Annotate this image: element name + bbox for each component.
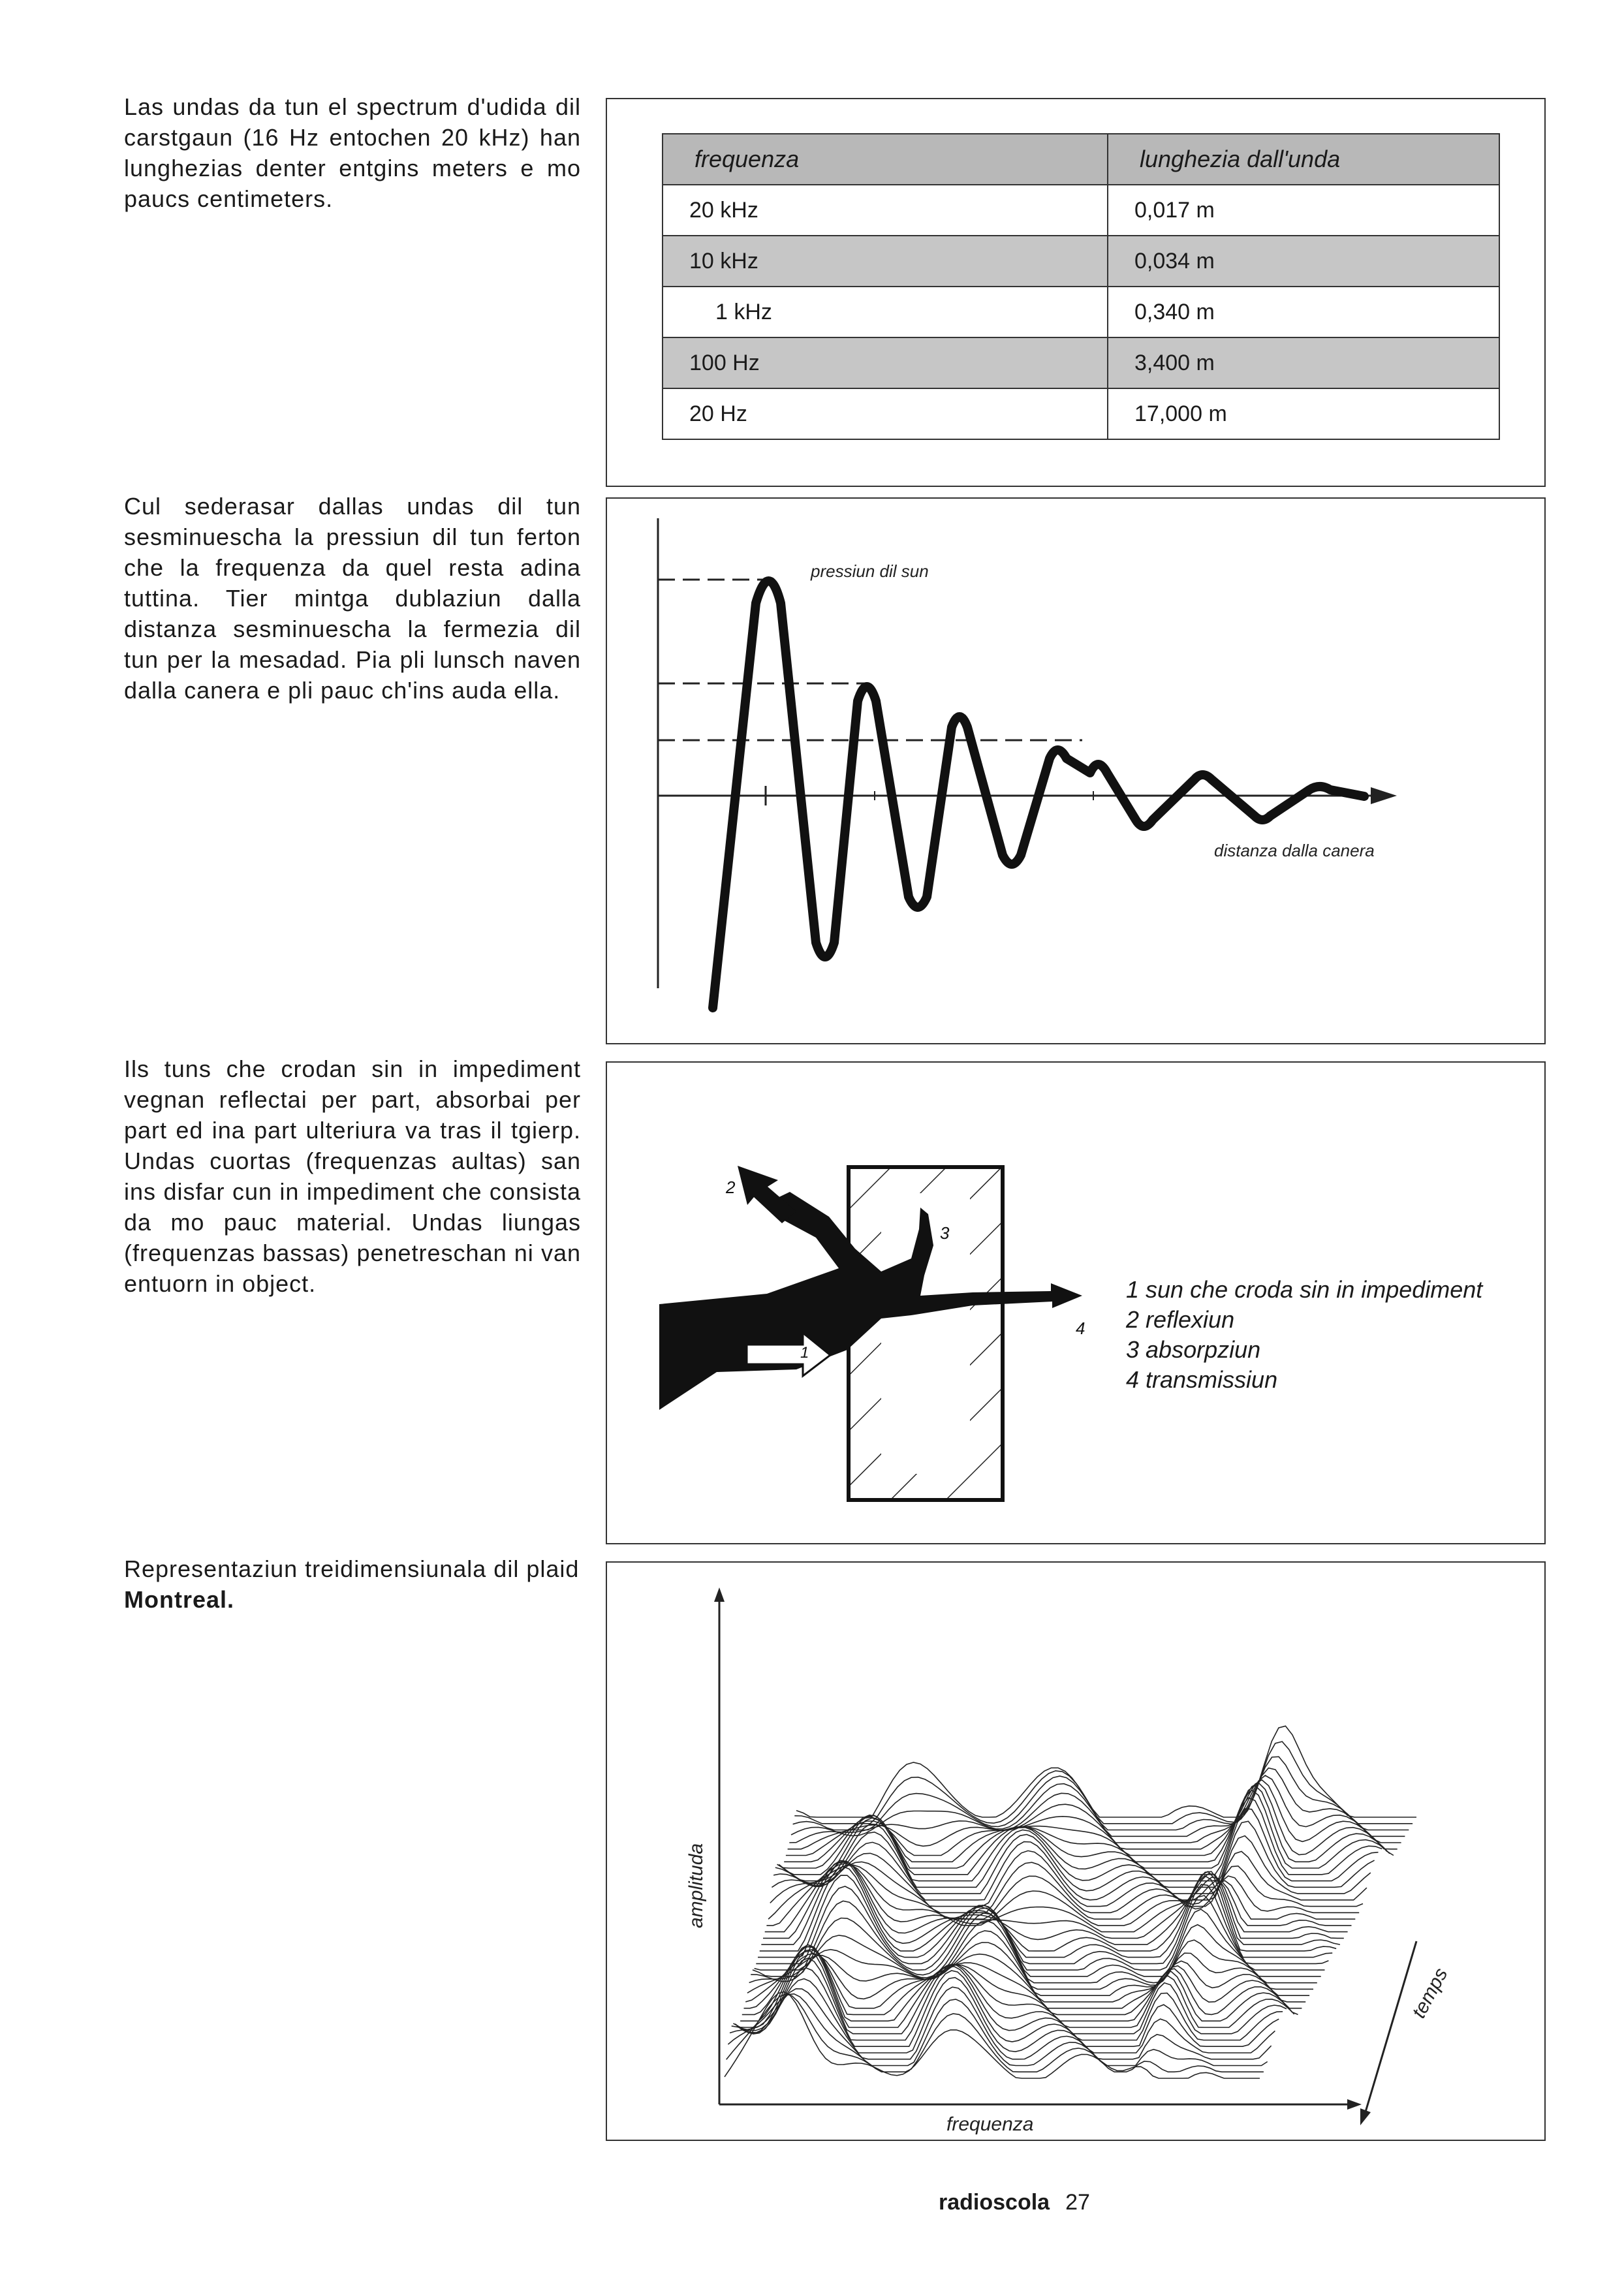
obstacle-legend [1126,1275,1482,1395]
waterfall-spectrogram [607,1563,1544,2140]
spectrogram-traces [725,1726,1416,2078]
table-row [663,287,1499,337]
spectrogram-trace [796,1726,1416,1817]
spectrogram-trace [773,1842,1367,1900]
page-footer [939,2190,1090,2215]
wave-paragraph: Cul sederasar dallas undas dil tun sesminuescha la pressiun dil tun ferton che la frequenza da quel resta adina tuttina. Tier mintga dublaziun dalla distanza sesminuescha la fermezia dil tun per la mesadad. Pia pli lunsch naven dalla canera e pli pauc ch'ins auda ella. [124,493,581,704]
cell-length: 0,340 m [1108,287,1499,337]
spectrogram-trace [756,1884,1328,1963]
damped-wave-diagram [607,499,1544,1043]
spectrogram-trace [789,1775,1401,1843]
montreal-caption [124,1553,581,1615]
pressure-label: pressiun dil sun [811,561,929,581]
table-row [663,185,1499,236]
legend-item: 4 transmissiun [1126,1366,1278,1393]
obstacle-paragraph: Ils tuns che crodan sin in impediment vegnan reflectai per part, absorbai per part ed ina part ulteriura va tras il tgierp. Undas cuortas (frequenzas aultas) san ins disfar cun in impediment che consista da mo pauc material. Undas liungas (frequenzas bassas) penetreschan ni van entuorn in object. [124,1055,581,1297]
distance-axis-arrow-icon [1371,787,1397,804]
table-row [663,388,1499,439]
damped-wave-curve [713,581,1364,1008]
cell-freq: 1 kHz [663,287,1108,337]
wave-figure-panel [606,497,1546,1044]
cell-length: 17,000 m [1108,388,1499,439]
spectrogram-trace [732,1978,1275,2053]
spectrogram-trace [784,1786,1390,1862]
page-number: 27 [1065,2190,1090,2215]
publication-title: radioscola [939,2190,1050,2215]
cell-length: 3,400 m [1108,337,1499,388]
label-3: 3 [940,1223,950,1243]
montreal-caption-text: Representaziun treidimensiunala dil plaid [124,1555,580,1582]
frequency-table-panel [606,98,1546,487]
table-row [663,337,1499,388]
legend-item: 3 absorpziun [1126,1336,1261,1363]
frequency-table [662,133,1500,440]
legend-item: 1 sun che croda sin in impediment [1126,1276,1483,1303]
header-frequenza: frequenza [663,134,1108,185]
montreal-caption-bold: Montreal. [124,1586,235,1613]
spectrogram-trace [766,1864,1351,1926]
cell-length: 0,017 m [1108,185,1499,236]
cell-freq: 10 kHz [663,236,1108,287]
time-axis [1364,1941,1416,2116]
cell-freq: 20 kHz [663,185,1108,236]
label-4: 4 [1076,1319,1085,1338]
frequency-axis-arrow-icon [1347,2099,1362,2110]
time-label: temps [1408,1964,1452,2022]
obstacle-figure-panel [606,1061,1546,1544]
cell-length: 0,034 m [1108,236,1499,287]
time-axis-arrow-icon [1360,2108,1371,2125]
header-lunghezia: lunghezia dall'unda [1108,134,1499,185]
distance-label: distanza dalla canera [1214,841,1375,860]
spectrogram-trace [733,1968,1279,2046]
legend-item: 2 reflexiun [1126,1306,1235,1333]
label-2: 2 [726,1178,736,1197]
spectrogram-figure-panel [606,1561,1546,2141]
intro-paragraph: Las undas da tun el spectrum d'udida dil carstgaun (16 Hz entochen 20 kHz) han lunghezias denter entgins meters e mo paucs centimeters. [124,93,581,212]
label-1: 1 [800,1344,809,1362]
cell-freq: 20 Hz [663,388,1108,439]
table-row [663,236,1499,287]
cell-freq: 100 Hz [663,337,1108,388]
amplitude-axis-arrow-icon [714,1587,725,1602]
frequency-label: frequenza [946,2114,1034,2135]
amplitude-label: amplituda [685,1843,707,1928]
